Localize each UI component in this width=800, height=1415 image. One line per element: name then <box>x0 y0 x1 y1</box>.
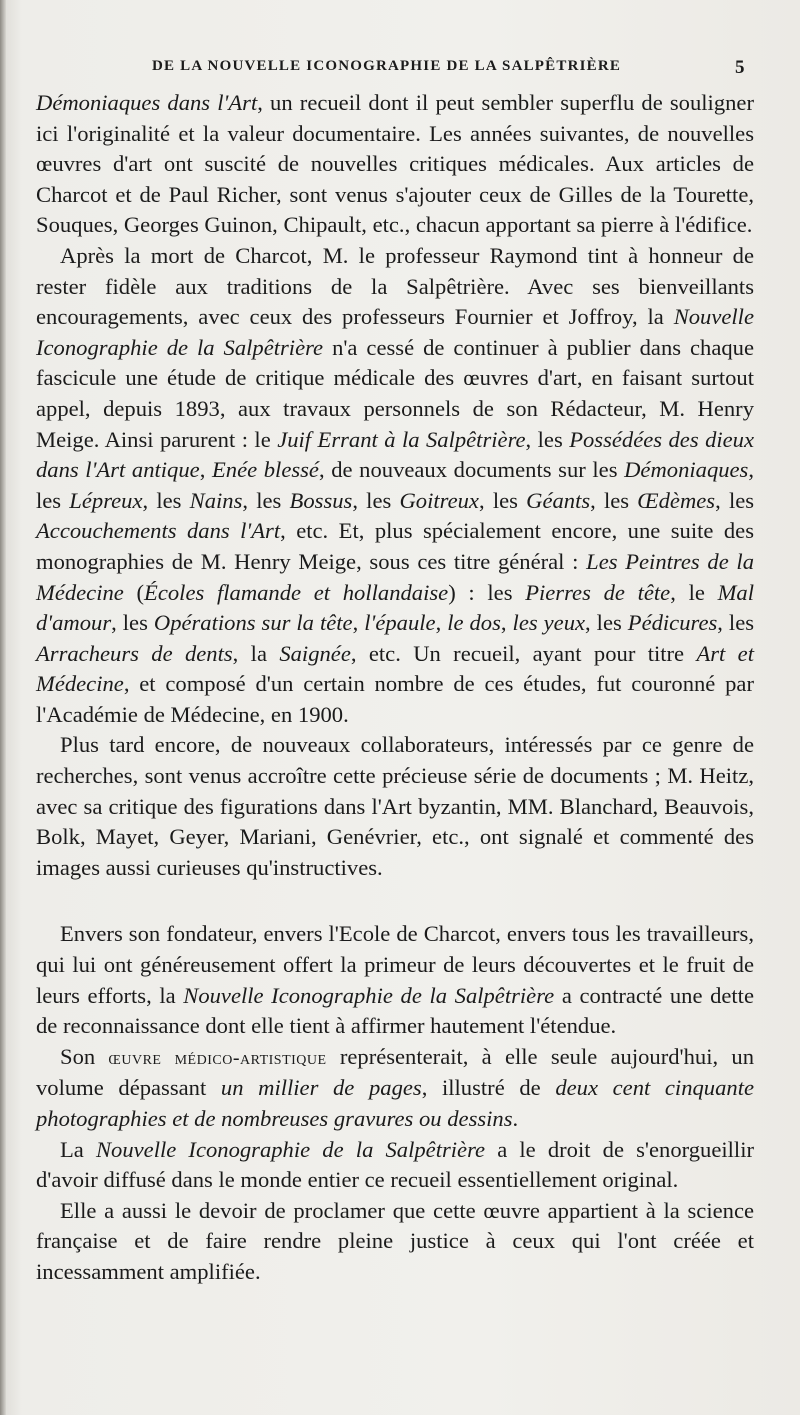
title-ref: Juif Errant à la Salpêtrière <box>277 426 526 452</box>
text-run: ) : les <box>448 579 526 605</box>
paragraph-5 <box>36 1042 754 1135</box>
text-run: , etc. Et, plus spécialement encore, une suite des monographies de M. Henry Meige, sous ces titre général : <box>36 518 755 574</box>
page-header <box>0 58 800 84</box>
text-run: Elle a aussi le devoir de proclamer que cette œuvre appartient à la science française et de faire rendre pleine justice à ceux qui l'ont créée et incessamment amplifiée. <box>36 1197 754 1284</box>
text-run: , les <box>525 426 570 452</box>
text-run: , et composé d'un certain nombre de ces études, fut couronné par l'Académie de Médecine, en 1900. <box>36 671 754 727</box>
title-ref: Géants <box>526 487 591 513</box>
text-run: ( <box>123 579 145 605</box>
title-ref: Arracheurs de dents <box>36 640 233 666</box>
text-run: , <box>500 610 513 636</box>
title-ref: Enée blessé <box>211 457 319 483</box>
title-ref: Possédées des dieux dans l'Art antique <box>36 426 755 483</box>
emphasis: un millier de pages <box>220 1075 422 1101</box>
title-ref: Art et Médecine <box>36 640 754 697</box>
title-ref: Nouvelle Iconographie de la Salpêtrière <box>183 982 555 1008</box>
text-run: , <box>352 610 365 636</box>
title-ref: Démoniaques <box>624 457 749 483</box>
paragraph-1 <box>36 88 754 241</box>
paragraph-6 <box>36 1135 754 1196</box>
emphasis: deux cent cinquante photographies et de nombreuses gravures ou dessins <box>36 1075 754 1131</box>
text-run: , les <box>352 487 400 513</box>
small-caps-term: œuvre médico-artistique <box>108 1046 327 1069</box>
page-spine-shadow <box>0 0 6 1415</box>
text-run: , les <box>111 610 154 636</box>
title-ref: Opérations sur la tête <box>153 610 353 636</box>
paragraph-2 <box>36 241 754 731</box>
text-run: a contracté une dette de reconnaissance dont elle tient à affirmer hautement l'étendue. <box>36 982 754 1039</box>
title-ref: Œdèmes <box>637 487 716 513</box>
body-text <box>36 88 754 1288</box>
running-title: DE LA NOUVELLE ICONOGRAPHIE DE LA SALPÊTRIÈRE <box>152 58 622 74</box>
text-run: n'a cessé de continuer à publier dans chaque fascicule une étude de critique médicale des œuvres d'art, en faisant surtout appel, depuis 1893, aux travaux personnels de son Rédacteur, M. Henry Meige. Ainsi parurent : le <box>36 334 754 452</box>
title-ref: Les Peintres de la Médecine <box>36 548 755 605</box>
text-run: , les <box>715 487 755 513</box>
text-run: a le droit de s'enorgueillir d'avoir diffusé dans le monde entier ce recueil essentiellement original. <box>36 1136 754 1193</box>
text-run: , les <box>717 610 755 636</box>
text-run: , le <box>670 579 718 605</box>
title-ref: Lépreux <box>69 487 143 513</box>
title-ref: l'épaule <box>364 610 436 636</box>
text-run: , de nouveaux documents sur les <box>318 457 625 483</box>
text-run: , <box>199 457 212 483</box>
text-run: , les <box>142 487 190 513</box>
text-run: , un recueil dont il peut sembler superflu de souligner ici l'originalité et la valeur documentaire. Les années suivantes, de nouvelles œuvres d'art ont suscité de nouvelles critiques médicales. Aux articles de Charcot et de Paul Richer, sont venus s'ajouter ceux de Gilles de la Tourette, Souques, Georges Guinon, Chipault, etc., chacun apportant sa pierre à l'édifice. <box>36 90 754 238</box>
text-run: Après la mort de Charcot, M. le professeur Raymond tint à honneur de rester fidèle aux traditions de la Salpêtrière. Avec ses bienveillants encouragements, avec ceux des professeurs Fournier et Joffroy, la <box>36 242 754 330</box>
text-run: Plus tard encore, de nouveaux collaborateurs, intéressés par ce genre de recherches, sont venus accroître cette précieuse série de documents ; M. Heitz, avec sa critique des figurations dans l'Art byzantin, MM. Blanchard, Beauvois, Bolk, Mayet, Geyer, Mariani, Genévrier, etc., ont signalé et commenté des images aussi curieuses qu'instructives. <box>36 732 754 880</box>
title-ref: Nains <box>189 487 243 513</box>
title-ref: Pédicures <box>627 610 718 636</box>
page-number: 5 <box>735 57 745 78</box>
text-run: , les <box>585 610 628 636</box>
paragraph-7 <box>36 1196 754 1288</box>
text-run: Envers son fondateur, envers l'Ecole de Charcot, envers tous les travailleurs, qui lui ont généreusement offert la primeur de leurs découvertes et le fruit de leurs efforts, la <box>36 921 754 1008</box>
text-run: , les <box>36 457 755 513</box>
text-run: La <box>60 1136 96 1162</box>
paragraph-3 <box>36 730 754 883</box>
text-run: , les <box>478 487 527 513</box>
text-run: Son <box>60 1043 109 1069</box>
title-ref: Écoles flamande et hollandaise <box>144 579 449 605</box>
title-ref: Démoniaques dans l'Art <box>36 90 258 115</box>
text-run: , les <box>242 487 290 513</box>
title-ref: Saignée <box>279 640 351 666</box>
title-ref: Pierres de tête <box>525 579 671 605</box>
paragraph-4 <box>36 919 754 1041</box>
section-gap <box>36 883 754 919</box>
text-run: , les <box>590 487 638 513</box>
text-run: , illustré de <box>421 1075 556 1101</box>
title-ref: Bossus <box>289 487 353 513</box>
text-run: , la <box>232 640 280 666</box>
text-run: , <box>435 610 448 636</box>
title-ref: les yeux <box>512 610 586 636</box>
title-ref: le dos <box>447 610 501 636</box>
title-ref: Mal d'amour <box>36 579 754 636</box>
text-run: , etc. Un recueil, ayant pour titre <box>350 640 697 666</box>
title-ref: Nouvelle Iconographie de la Salpêtrière <box>36 304 754 360</box>
text-run: représenterait, à elle seule aujourd'hui, un volume dépassant <box>36 1043 754 1101</box>
title-ref: Nouvelle Iconographie de la Salpêtrière <box>95 1136 486 1162</box>
text-run: . <box>512 1106 519 1131</box>
title-ref: Goitreux <box>399 487 479 513</box>
title-ref: Accouchements dans l'Art <box>36 518 281 544</box>
